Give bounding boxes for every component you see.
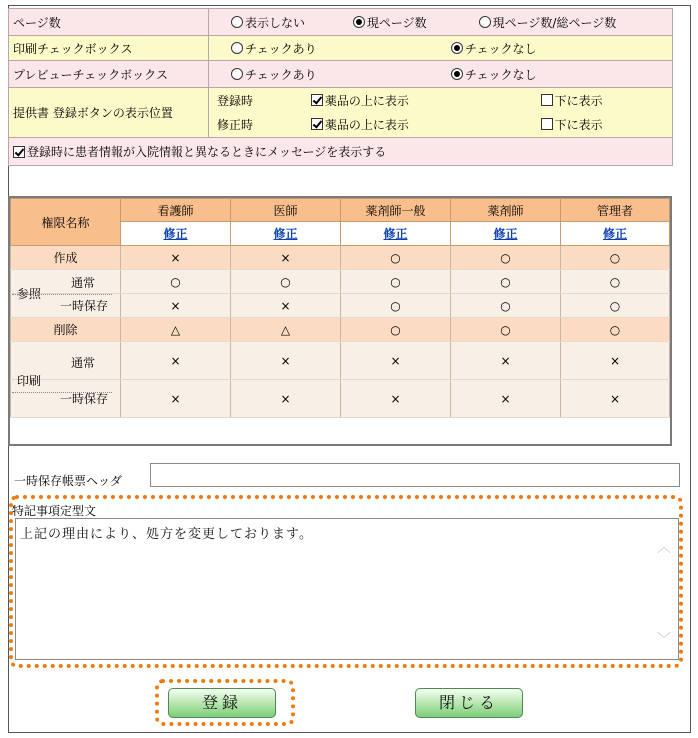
preview-checkbox-row — [9, 61, 673, 88]
perm-value: × — [231, 246, 341, 270]
scroll-down-icon[interactable]: ﹀ — [657, 632, 672, 648]
print-checkbox-option-on[interactable]: チェックあり — [231, 40, 447, 57]
perm-value: × — [121, 380, 231, 418]
edit-link-nurse[interactable]: 修正 — [163, 227, 188, 241]
preview-checkbox-option-off[interactable]: チェックなし — [451, 66, 537, 83]
perm-group-print: 印刷 — [17, 374, 42, 388]
perm-label-ref-normal: 通常 — [71, 276, 96, 290]
perm-value: ○ — [451, 246, 561, 270]
reference-divider — [12, 294, 112, 295]
radio-icon — [231, 68, 243, 80]
on-register-label: 登録時 — [217, 93, 254, 108]
perm-value: ○ — [561, 270, 670, 294]
permission-table — [10, 198, 670, 418]
edit-link-pharmacist-general[interactable]: 修正 — [383, 227, 408, 241]
edit-link-pharmacist[interactable]: 修正 — [493, 227, 518, 241]
memo-text: 上記の理由により、処方を変更しております。 — [20, 527, 313, 542]
checkbox-icon — [541, 94, 553, 106]
role-header-admin: 管理者 — [561, 199, 670, 222]
patient-message-checkbox[interactable]: 登録時に患者情報が入院情報と異なるときにメッセージを表示する — [13, 145, 386, 159]
checkbox-checked-icon — [13, 146, 25, 158]
perm-group-reference: 参照 — [17, 287, 42, 301]
perm-value: ○ — [561, 294, 670, 318]
perm-value: ○ — [561, 318, 670, 342]
perm-value: × — [451, 380, 561, 418]
page-count-option-hide[interactable]: 表示しない — [231, 14, 349, 31]
perm-value: × — [231, 294, 341, 318]
perm-value: △ — [121, 318, 231, 342]
on-edit-label: 修正時 — [217, 117, 254, 132]
perm-value: × — [451, 342, 561, 380]
print-checkbox-label: 印刷チェックボックス — [9, 36, 209, 61]
table-row — [11, 318, 670, 342]
perm-value: × — [121, 294, 231, 318]
close-button[interactable]: 閉じる — [415, 688, 523, 718]
page-count-label: ページ数 — [9, 9, 209, 36]
perm-value: × — [561, 380, 670, 418]
role-header-pharmacist: 薬剤師 — [451, 199, 561, 222]
print-divider — [12, 392, 112, 393]
perm-value: ○ — [451, 294, 561, 318]
radio-selected-icon — [451, 68, 463, 80]
page-count-row — [9, 9, 673, 36]
patient-message-row — [9, 138, 673, 166]
temp-header-label: 一時保存帳票ヘッダ — [14, 474, 123, 488]
table-row — [11, 270, 670, 294]
perm-value: ○ — [451, 318, 561, 342]
perm-label-create: 作成 — [11, 246, 121, 270]
perm-value: × — [341, 342, 451, 380]
checkbox-icon — [541, 118, 553, 130]
perm-value: △ — [231, 318, 341, 342]
memo-label: 特記事項定型文 — [12, 504, 97, 518]
on-edit-above-checkbox[interactable]: 薬品の上に表示 — [311, 113, 537, 137]
scroll-up-icon[interactable]: ︿ — [657, 540, 672, 556]
table-row — [11, 342, 670, 380]
permission-table-container — [8, 196, 672, 446]
print-checkbox-row — [9, 36, 673, 61]
role-header-doctor: 医師 — [231, 199, 341, 222]
register-button-position-row — [9, 88, 673, 138]
radio-icon — [479, 16, 491, 28]
preview-checkbox-option-on[interactable]: チェックあり — [231, 66, 447, 83]
memo-textarea[interactable] — [15, 518, 679, 660]
perm-value: × — [121, 342, 231, 380]
perm-value: ○ — [451, 270, 561, 294]
table-row — [11, 294, 670, 318]
on-edit-below-checkbox[interactable]: 下に表示 — [541, 113, 603, 137]
on-register-above-checkbox[interactable]: 薬品の上に表示 — [311, 89, 537, 113]
perm-value: ○ — [121, 270, 231, 294]
register-button-position-label: 提供書 登録ボタンの表示位置 — [9, 88, 209, 138]
perm-value: ○ — [341, 270, 451, 294]
role-header-pharmacist-general: 薬剤師一般 — [341, 199, 451, 222]
settings-table — [8, 8, 673, 166]
role-header-nurse: 看護師 — [121, 199, 231, 222]
radio-icon — [231, 42, 243, 54]
perm-label-print-temp: 一時保存 — [11, 380, 121, 418]
perm-value: ○ — [561, 246, 670, 270]
perm-value: × — [561, 342, 670, 380]
perm-value: × — [231, 380, 341, 418]
radio-selected-icon — [353, 16, 365, 28]
radio-selected-icon — [451, 42, 463, 54]
perm-value: × — [121, 246, 231, 270]
perm-value: ○ — [341, 318, 451, 342]
perm-value: × — [231, 342, 341, 380]
checkbox-checked-icon — [311, 118, 323, 130]
perm-label-print-normal: 通常 — [71, 356, 96, 370]
perm-value: ○ — [341, 246, 451, 270]
perm-label-ref-temp: 一時保存 — [11, 294, 121, 318]
perm-value: ○ — [341, 294, 451, 318]
on-register-below-checkbox[interactable]: 下に表示 — [541, 89, 603, 113]
perm-value: ○ — [231, 270, 341, 294]
register-button[interactable]: 登録 — [168, 688, 276, 718]
preview-checkbox-label: プレビューチェックボックス — [9, 61, 209, 88]
print-checkbox-option-off[interactable]: チェックなし — [451, 40, 537, 57]
table-row — [11, 246, 670, 270]
radio-icon — [231, 16, 243, 28]
page-count-option-current[interactable]: 現ページ数 — [353, 14, 475, 31]
perm-label-delete: 削除 — [11, 318, 121, 342]
table-row — [11, 380, 670, 418]
temp-header-input[interactable] — [150, 463, 680, 487]
perm-value: × — [341, 380, 451, 418]
page-count-option-current-total[interactable]: 現ページ数/総ページ数 — [479, 14, 617, 31]
permission-name-header: 権限名称 — [11, 199, 121, 246]
edit-link-admin[interactable]: 修正 — [602, 227, 627, 241]
edit-link-doctor[interactable]: 修正 — [273, 227, 298, 241]
checkbox-checked-icon — [311, 94, 323, 106]
